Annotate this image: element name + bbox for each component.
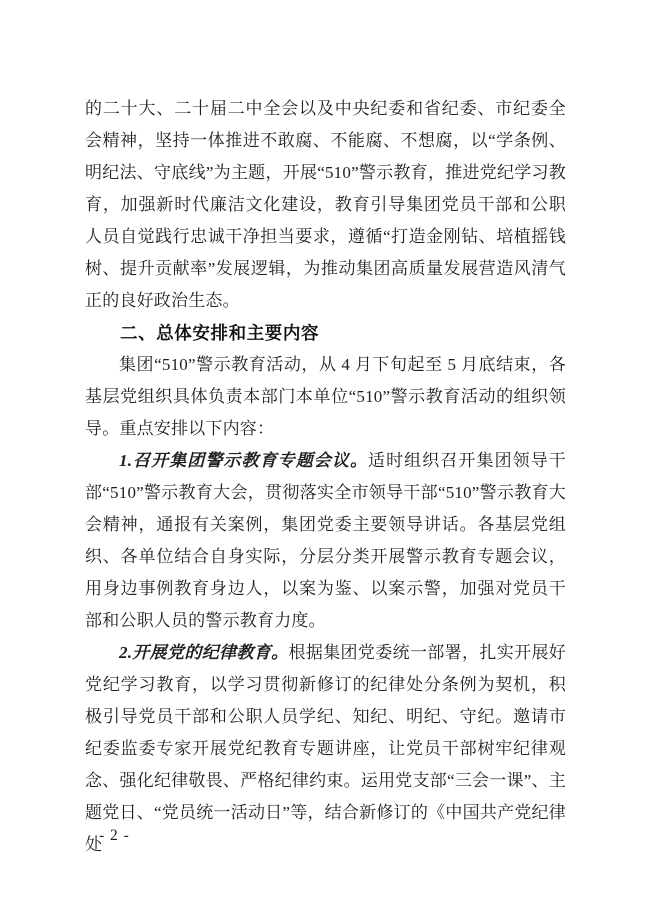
overview-paragraph: [85, 349, 566, 445]
item-2-lead: 2.开展党的纪律教育。: [119, 643, 289, 662]
page-number: - 2 -: [99, 827, 130, 844]
overview-paragraph-text: 集团“510”警示教育活动，从 4 月下旬起至 5 月底结束，各基层党组织具体负责本部门本单位“510”警示教育活动的组织领导。重点安排以下内容：: [85, 355, 566, 438]
item-1-lead: 1.召开集团警示教育专题会议。: [119, 451, 369, 470]
item-2-paragraph: [85, 637, 566, 861]
section-heading: 二、总体安排和主要内容: [120, 323, 320, 343]
item-1-body: 适时组织召开集团领导干部“510”警示教育大会，贯彻落实全市领导干部“510”警示教育大会精神，通报有关案例，集团党委主要领导讲话。各基层党组织、各单位结合自身实际，分层分类开展警示教育专题会议，用身边事例教育身边人，以案为鉴、以案示警，加强对党员干部和公职人员的警示教育力度。: [85, 451, 567, 630]
item-1-paragraph: [85, 445, 566, 637]
item-2-body: 根据集团党委统一部署，扎实开展好党纪学习教育，以学习贯彻新修订的纪律处分条例为契机，积极引导党员干部和公职人员学纪、知纪、明纪、守纪。邀请市纪委监委专家开展党纪教育专题讲座，让党员干部树牢纪律观念、强化纪律敬畏、严格纪律约束。运用党支部“三会一课”、主题党日、“党员统一活动日”等，结合新修订的《中国共产党纪律处: [85, 643, 567, 854]
document-body: [85, 93, 566, 861]
continuation-paragraph: [85, 93, 566, 317]
continuation-paragraph-text: 的二十大、二十届二中全会以及中央纪委和省纪委、市纪委全会精神，坚持一体推进不敢腐、不能腐、不想腐，以“学条例、明纪法、守底线”为主题，开展“510”警示教育，推进党纪学习教育，加强新时代廉洁文化建设，教育引导集团党员干部和公职人员自觉践行忠诚干净担当要求，遵循“打造金刚钻、培植摇钱树、提升贡献率”发展逻辑，为推动集团高质量发展营造风清气正的良好政治生态。: [85, 99, 566, 310]
